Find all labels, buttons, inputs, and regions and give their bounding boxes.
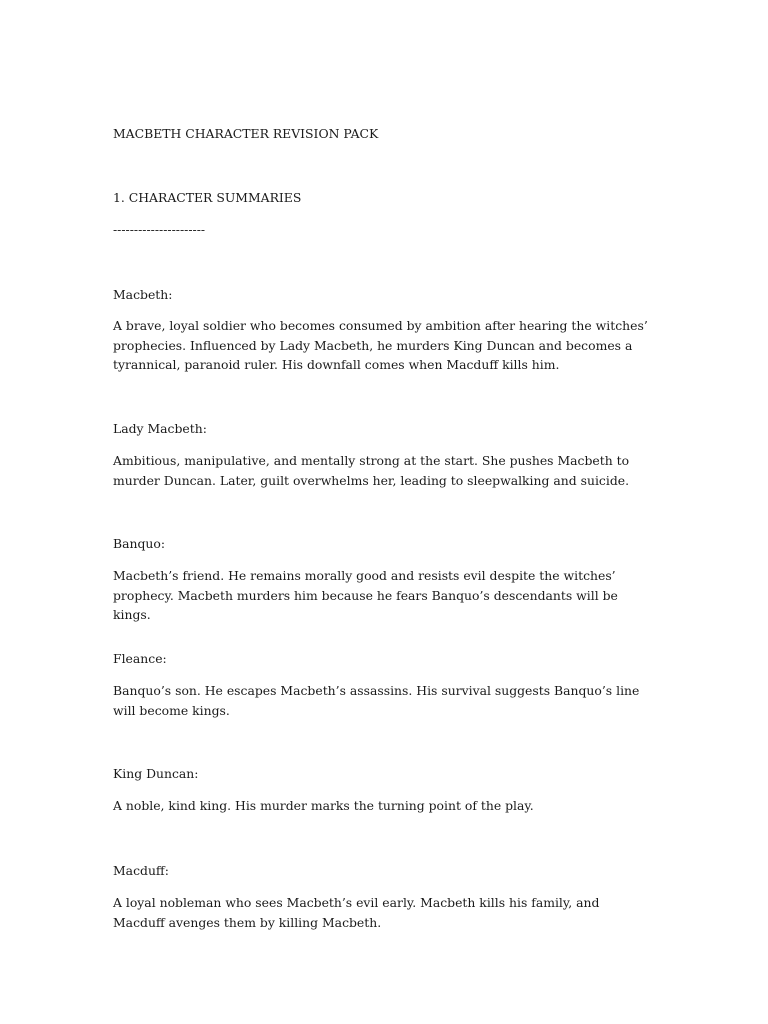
character-description-fleance: Banquo’s son. He escapes Macbeth’s assassins. His survival suggests Banquo’s line will become kings. — [113, 683, 640, 718]
character-name-macduff: Macduff: — [113, 863, 169, 878]
character-description-king-duncan: A noble, kind king. His murder marks the turning point of the play. — [113, 798, 534, 813]
section-divider: ---------------------- — [113, 222, 206, 237]
character-description-banquo: Macbeth’s friend. He remains morally good and resists evil despite the witches’ prophecy. Macbeth murders him because he fears Banquo’s descendants will be kings. — [113, 568, 618, 622]
character-name-macbeth: Macbeth: — [113, 287, 173, 302]
character-description-macduff: A loyal nobleman who sees Macbeth’s evil early. Macbeth kills his family, and Macduff avenges them by killing Macbeth. — [113, 895, 600, 930]
character-name-fleance: Fleance: — [113, 651, 167, 666]
character-name-banquo: Banquo: — [113, 536, 166, 551]
section-heading: 1. CHARACTER SUMMARIES — [113, 190, 302, 205]
document-title: MACBETH CHARACTER REVISION PACK — [113, 126, 379, 141]
character-description-lady-macbeth: Ambitious, manipulative, and mentally strong at the start. She pushes Macbeth to murder Duncan. Later, guilt overwhelms her, leading to sleepwalking and suicide. — [113, 453, 630, 488]
character-name-king-duncan: King Duncan: — [113, 766, 199, 781]
character-description-macbeth: A brave, loyal soldier who becomes consumed by ambition after hearing the witches’ prophecies. Influenced by Lady Macbeth, he murders King Duncan and becomes a tyrannical, paranoid ruler. His downfall comes when Macduff kills him. — [113, 318, 648, 372]
character-name-lady-macbeth: Lady Macbeth: — [113, 421, 207, 436]
